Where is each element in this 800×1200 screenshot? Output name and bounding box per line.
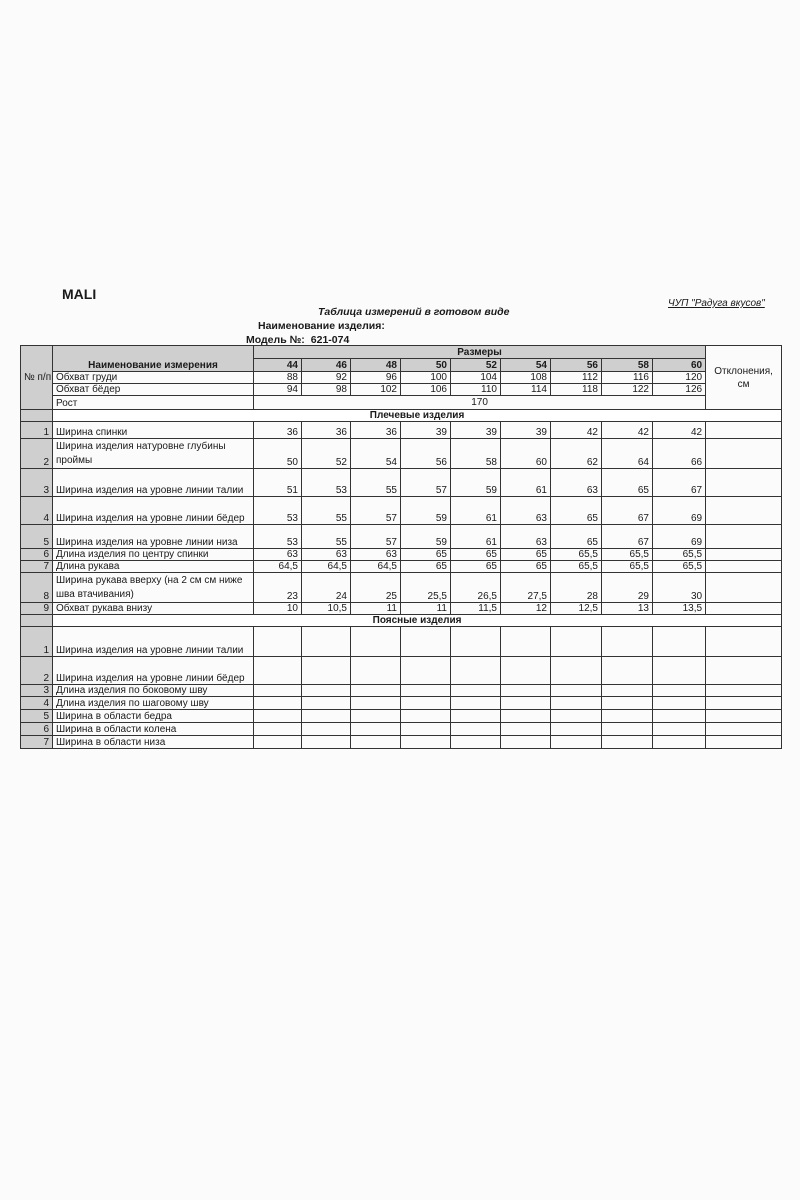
measure-label: Ширина в области колена (53, 723, 254, 736)
measure-value-cell (451, 627, 501, 657)
measure-value-cell: 42 (653, 422, 706, 439)
section-row-waist (21, 615, 782, 627)
measure-value-cell (401, 697, 451, 710)
measure-value-cell: 56 (401, 439, 451, 469)
measure-value-cell: 26,5 (451, 573, 501, 603)
shoulder-row (21, 573, 782, 603)
measurement-table (20, 345, 782, 749)
measure-value-cell (351, 697, 401, 710)
size-header-cell: 54 (501, 359, 551, 372)
waist-row (21, 627, 782, 657)
measure-value-cell: 57 (401, 469, 451, 497)
row-number: 4 (21, 697, 53, 710)
measure-value-cell (551, 685, 602, 697)
shoulder-row (21, 525, 782, 549)
measure-value-cell: 13,5 (653, 603, 706, 615)
deviation-cell (706, 525, 782, 549)
header-row (21, 346, 782, 359)
section-row-shoulder (21, 410, 782, 422)
measure-value-cell (602, 685, 653, 697)
deviation-cell (706, 469, 782, 497)
measure-value-cell: 50 (254, 439, 302, 469)
size-header-cell: 52 (451, 359, 501, 372)
chest-value-cell: 104 (451, 372, 501, 384)
measure-value-cell: 57 (351, 497, 401, 525)
row-number: 5 (21, 525, 53, 549)
waist-row (21, 710, 782, 723)
measure-value-cell: 65,5 (602, 549, 653, 561)
measure-value-cell: 24 (302, 573, 351, 603)
waist-section-title: Поясные изделия (53, 615, 782, 627)
chest-value-cell: 116 (602, 372, 653, 384)
measure-value-cell: 65 (551, 525, 602, 549)
measure-value-cell (401, 657, 451, 685)
measure-value-cell (401, 736, 451, 749)
measure-value-cell (451, 657, 501, 685)
measure-value-cell: 65,5 (602, 561, 653, 573)
measure-value-cell: 67 (653, 469, 706, 497)
measure-value-cell: 55 (351, 469, 401, 497)
measure-value-cell: 54 (351, 439, 401, 469)
measure-value-cell: 36 (302, 422, 351, 439)
measure-value-cell (551, 723, 602, 736)
measure-value-cell (401, 710, 451, 723)
measure-value-cell (551, 710, 602, 723)
measure-value-cell (653, 685, 706, 697)
size-header-cell: 56 (551, 359, 602, 372)
measure-value-cell (254, 736, 302, 749)
measure-value-cell: 53 (302, 469, 351, 497)
deviation-cell (706, 627, 782, 657)
deviation-cell (706, 603, 782, 615)
measure-value-cell: 65 (401, 561, 451, 573)
measure-value-cell (351, 627, 401, 657)
measure-value-cell (653, 710, 706, 723)
measure-value-cell: 55 (302, 497, 351, 525)
hips-value-cell: 106 (401, 384, 451, 396)
measure-value-cell: 65,5 (551, 561, 602, 573)
measure-value-cell: 65 (602, 469, 653, 497)
measure-value-cell: 61 (451, 525, 501, 549)
shoulder-row (21, 549, 782, 561)
document-title: Таблица измерений в готовом виде (318, 306, 510, 318)
row-number: 8 (21, 573, 53, 603)
measure-value-cell (451, 710, 501, 723)
row-number: 9 (21, 603, 53, 615)
row-number: 6 (21, 549, 53, 561)
measure-value-cell: 36 (351, 422, 401, 439)
measure-value-cell: 12,5 (551, 603, 602, 615)
measure-value-cell: 36 (254, 422, 302, 439)
row-number: 3 (21, 685, 53, 697)
measure-value-cell: 67 (602, 525, 653, 549)
size-header-cell: 58 (602, 359, 653, 372)
waist-row (21, 723, 782, 736)
measure-label: Ширина изделия натуровне глубины проймы (53, 439, 254, 469)
measure-value-cell: 65,5 (551, 549, 602, 561)
measure-value-cell: 13 (602, 603, 653, 615)
measure-value-cell: 42 (551, 422, 602, 439)
deviation-cell (706, 422, 782, 439)
measure-value-cell: 64,5 (351, 561, 401, 573)
row-number: 1 (21, 627, 53, 657)
measure-value-cell (451, 697, 501, 710)
measure-value-cell: 63 (351, 549, 401, 561)
chest-row (21, 372, 782, 384)
shoulder-row (21, 469, 782, 497)
measure-label: Обхват рукава внизу (53, 603, 254, 615)
measure-value-cell: 60 (501, 439, 551, 469)
measure-value-cell: 65 (501, 561, 551, 573)
sizes-header: Размеры (254, 346, 706, 359)
measure-value-cell: 30 (653, 573, 706, 603)
measure-value-cell (302, 710, 351, 723)
deviation-cell (706, 497, 782, 525)
measure-value-cell: 63 (501, 525, 551, 549)
shoulder-row (21, 603, 782, 615)
measure-value-cell: 25 (351, 573, 401, 603)
waist-row (21, 685, 782, 697)
row-number: 4 (21, 497, 53, 525)
shoulder-row (21, 439, 782, 469)
height-row (21, 396, 782, 410)
measure-value-cell: 63 (551, 469, 602, 497)
deviation-cell (706, 697, 782, 710)
measure-label: Длина изделия по центру спинки (53, 549, 254, 561)
chest-value-cell: 108 (501, 372, 551, 384)
deviation-cell (706, 710, 782, 723)
measure-value-cell: 29 (602, 573, 653, 603)
measure-value-cell: 12 (501, 603, 551, 615)
measure-value-cell (351, 657, 401, 685)
measure-value-cell (501, 657, 551, 685)
measure-value-cell (401, 723, 451, 736)
measure-value-cell: 64,5 (302, 561, 351, 573)
measure-value-cell: 64,5 (254, 561, 302, 573)
measure-value-cell (351, 710, 401, 723)
measure-value-cell: 59 (401, 497, 451, 525)
measure-value-cell: 51 (254, 469, 302, 497)
measure-value-cell: 59 (401, 525, 451, 549)
measure-value-cell (501, 685, 551, 697)
measure-value-cell: 53 (254, 497, 302, 525)
measure-value-cell (602, 736, 653, 749)
measure-value-cell: 52 (302, 439, 351, 469)
model-label: Модель №: (246, 334, 305, 346)
row-number: 7 (21, 561, 53, 573)
size-header-cell: 60 (653, 359, 706, 372)
measure-value-cell (351, 736, 401, 749)
measure-value-cell (653, 736, 706, 749)
measure-value-cell: 65 (401, 549, 451, 561)
measure-value-cell (254, 685, 302, 697)
waist-row (21, 736, 782, 749)
measure-value-cell (351, 723, 401, 736)
brand-name: MALI (62, 286, 97, 302)
row-number: 1 (21, 422, 53, 439)
measure-value-cell: 69 (653, 525, 706, 549)
measure-value-cell: 66 (653, 439, 706, 469)
hips-value-cell: 122 (602, 384, 653, 396)
shoulder-section-title: Плечевые изделия (53, 410, 782, 422)
deviation-cell (706, 657, 782, 685)
measure-value-cell (653, 697, 706, 710)
measure-value-cell (602, 657, 653, 685)
deviation-cell (706, 685, 782, 697)
row-number: 5 (21, 710, 53, 723)
measure-value-cell (653, 657, 706, 685)
measure-label: Длина изделия по боковому шву (53, 685, 254, 697)
measure-value-cell: 28 (551, 573, 602, 603)
measure-value-cell: 57 (351, 525, 401, 549)
measure-value-cell: 65 (551, 497, 602, 525)
measure-value-cell (501, 697, 551, 710)
measure-value-cell: 67 (602, 497, 653, 525)
measure-value-cell: 11,5 (451, 603, 501, 615)
measure-value-cell: 65,5 (653, 561, 706, 573)
measure-value-cell: 11 (351, 603, 401, 615)
waist-row (21, 697, 782, 710)
num-column-header: № п/п (21, 346, 53, 410)
measure-value-cell: 11 (401, 603, 451, 615)
measure-value-cell (451, 685, 501, 697)
measure-value-cell (351, 685, 401, 697)
row-number: 2 (21, 657, 53, 685)
measure-value-cell: 61 (501, 469, 551, 497)
deviation-cell (706, 439, 782, 469)
deviation-cell (706, 573, 782, 603)
measure-label: Ширина в области бедра (53, 710, 254, 723)
measure-value-cell (302, 657, 351, 685)
measure-value-cell: 27,5 (501, 573, 551, 603)
measure-value-cell (501, 710, 551, 723)
measure-label: Ширина спинки (53, 422, 254, 439)
measure-value-cell (254, 657, 302, 685)
size-header-cell: 44 (254, 359, 302, 372)
size-header-cell: 46 (302, 359, 351, 372)
measure-value-cell (302, 685, 351, 697)
measure-value-cell (302, 627, 351, 657)
measure-value-cell (254, 627, 302, 657)
measure-value-cell: 59 (451, 469, 501, 497)
section-num-cell (21, 410, 53, 422)
measure-value-cell: 58 (451, 439, 501, 469)
measure-label: Длина изделия по шаговому шву (53, 697, 254, 710)
measure-value-cell (401, 627, 451, 657)
measure-label: Ширина изделия на уровне линии бёдер (53, 657, 254, 685)
measure-value-cell: 63 (302, 549, 351, 561)
chest-value-cell: 96 (351, 372, 401, 384)
measure-value-cell (653, 723, 706, 736)
measure-label: Ширина рукава вверху (на 2 см см ниже шва втачивания) (53, 573, 254, 603)
shoulder-row (21, 561, 782, 573)
hips-row (21, 384, 782, 396)
measure-value-cell (302, 697, 351, 710)
chest-value-cell: 120 (653, 372, 706, 384)
measure-value-cell: 53 (254, 525, 302, 549)
measure-value-cell (501, 723, 551, 736)
measurement-table-body (21, 346, 782, 749)
measure-value-cell: 10,5 (302, 603, 351, 615)
measure-value-cell: 39 (401, 422, 451, 439)
measure-value-cell (602, 710, 653, 723)
measure-value-cell (653, 627, 706, 657)
measure-label: Ширина изделия на уровне линии талии (53, 469, 254, 497)
measure-value-cell (451, 736, 501, 749)
waist-row (21, 657, 782, 685)
section-num-cell (21, 615, 53, 627)
deviation-cell (706, 549, 782, 561)
measure-value-cell (302, 736, 351, 749)
measure-label: Ширина изделия на уровне линии бёдер (53, 497, 254, 525)
measure-value-cell: 69 (653, 497, 706, 525)
measure-value-cell (254, 710, 302, 723)
measure-value-cell: 65,5 (653, 549, 706, 561)
measure-value-cell: 25,5 (401, 573, 451, 603)
company-name: ЧУП "Радуга вкусов" (668, 298, 765, 309)
measure-value-cell (602, 723, 653, 736)
deviation-header: Отклонения, см (706, 346, 782, 410)
hips-value-cell: 98 (302, 384, 351, 396)
row-number: 2 (21, 439, 53, 469)
measure-name-header: Наименование измерения (53, 346, 254, 372)
chest-value-cell: 112 (551, 372, 602, 384)
hips-value-cell: 110 (451, 384, 501, 396)
hips-value-cell: 118 (551, 384, 602, 396)
measure-value-cell: 39 (501, 422, 551, 439)
measure-value-cell (254, 697, 302, 710)
measure-value-cell: 10 (254, 603, 302, 615)
measure-value-cell (501, 627, 551, 657)
measure-value-cell: 55 (302, 525, 351, 549)
measure-value-cell (551, 697, 602, 710)
measure-value-cell: 63 (501, 497, 551, 525)
measure-value-cell (451, 723, 501, 736)
shoulder-row (21, 422, 782, 439)
measure-value-cell: 63 (254, 549, 302, 561)
chest-value-cell: 100 (401, 372, 451, 384)
measure-value-cell (302, 723, 351, 736)
size-header-cell: 48 (351, 359, 401, 372)
measure-value-cell: 61 (451, 497, 501, 525)
hips-value-cell: 126 (653, 384, 706, 396)
hips-value-cell: 94 (254, 384, 302, 396)
measure-value-cell: 64 (602, 439, 653, 469)
measure-value-cell: 65 (451, 549, 501, 561)
measure-value-cell (602, 627, 653, 657)
measure-value-cell: 65 (501, 549, 551, 561)
measure-label: Ширина в области низа (53, 736, 254, 749)
measure-value-cell (551, 736, 602, 749)
measure-value-cell (401, 685, 451, 697)
measure-value-cell: 42 (602, 422, 653, 439)
measure-value-cell (254, 723, 302, 736)
measure-label: Длина рукава (53, 561, 254, 573)
shoulder-row (21, 497, 782, 525)
measure-value-cell: 62 (551, 439, 602, 469)
hips-value-cell: 102 (351, 384, 401, 396)
measure-label: Ширина изделия на уровне линии низа (53, 525, 254, 549)
measure-value-cell: 39 (451, 422, 501, 439)
height-label: Рост (53, 396, 254, 410)
hips-label: Обхват бёдер (53, 384, 254, 396)
measure-value-cell: 23 (254, 573, 302, 603)
measure-value-cell (551, 627, 602, 657)
measure-value-cell (501, 736, 551, 749)
measure-value-cell (602, 697, 653, 710)
deviation-cell (706, 561, 782, 573)
item-name-label: Наименование изделия: (258, 320, 385, 332)
chest-value-cell: 92 (302, 372, 351, 384)
row-number: 7 (21, 736, 53, 749)
deviation-cell (706, 736, 782, 749)
measure-value-cell: 65 (451, 561, 501, 573)
measure-label: Ширина изделия на уровне линии талии (53, 627, 254, 657)
deviation-cell (706, 723, 782, 736)
chest-label: Обхват груди (53, 372, 254, 384)
row-number: 6 (21, 723, 53, 736)
measure-value-cell (551, 657, 602, 685)
chest-value-cell: 88 (254, 372, 302, 384)
model-number: 621-074 (310, 334, 350, 346)
row-number: 3 (21, 469, 53, 497)
hips-value-cell: 114 (501, 384, 551, 396)
size-header-cell: 50 (401, 359, 451, 372)
height-value: 170 (254, 396, 706, 410)
